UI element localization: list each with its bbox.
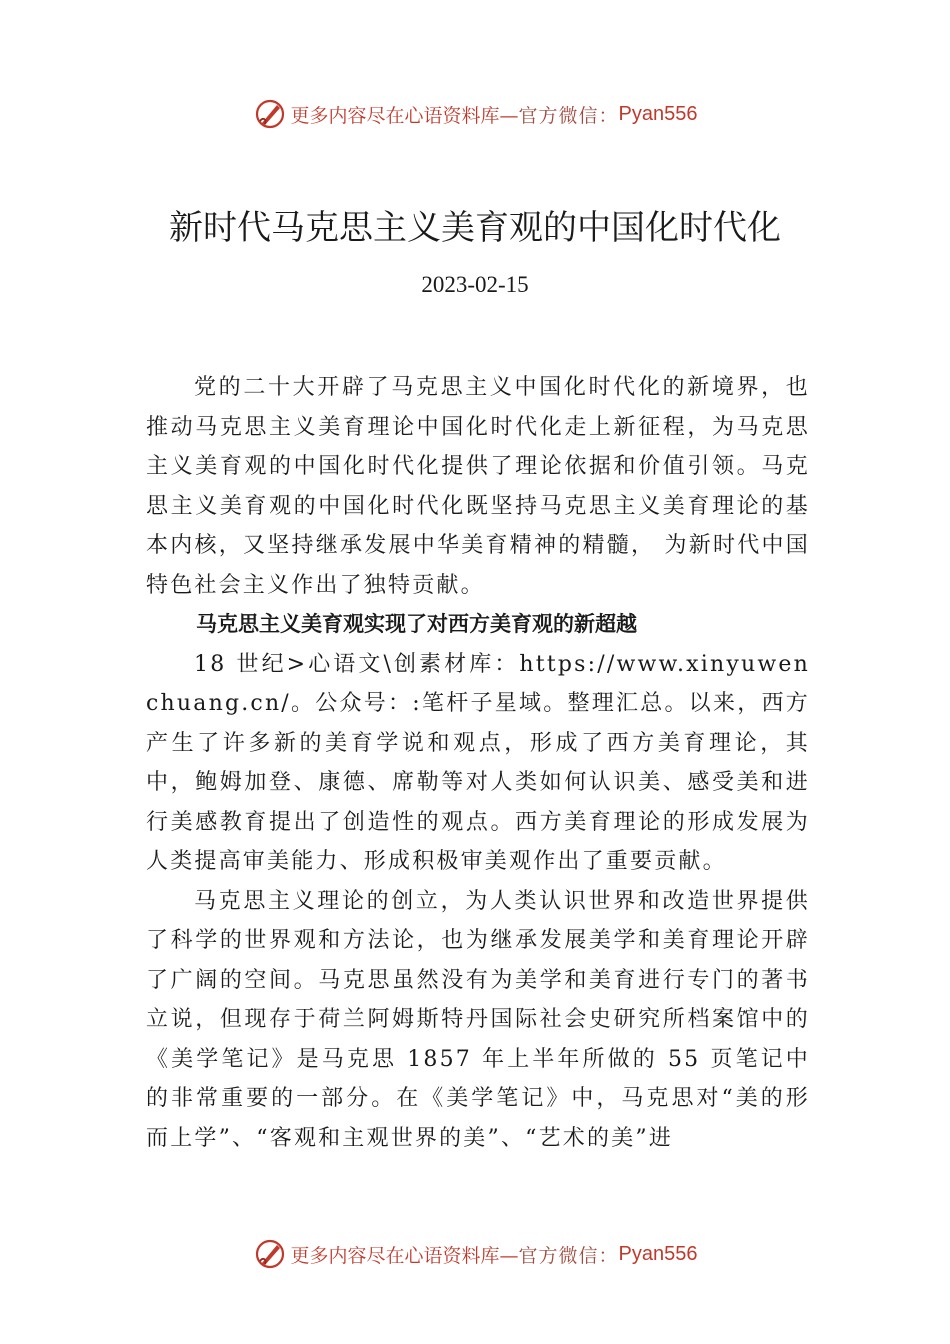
banner-wechat-label: 官方微信： [518,104,619,127]
pen-logo-icon [253,97,287,131]
header-watermark-banner [0,94,950,134]
banner-wechat-label: 官方微信： [518,1244,619,1267]
banner-wechat-id: Pyan556 [618,102,698,125]
footer-watermark-banner [0,1234,950,1274]
article-body [146,368,810,1158]
paragraph-intro: 党的二十大开辟了马克思主义中国化时代化的新境界，也推动马克思主义美育理论中国化时代化走上新征程，为马克思主义美育观的中国化时代化提供了理论依据和价值引领。马克思主义美育观的中国化时代化既坚持马克思主义美育理论的基本内核，又坚持继承发展中华美育精神的精髓， 为新时代中国特色社会主义作出了独特贡献。 [146,375,810,598]
article-date: 2023-02-15 [421,272,529,297]
banner-text: 更多内容尽在心语资料库— [290,104,519,127]
pen-logo-icon [253,1237,287,1271]
section-heading: 马克思主义美育观实现了对西方美育观的新超越 [196,612,637,636]
banner-wechat-id: Pyan556 [618,1242,698,1265]
banner-text: 更多内容尽在心语资料库— [290,1244,519,1267]
paragraph-marxist-theory: 马克思主义理论的创立，为人类认识世界和改造世界提供了科学的世界观和方法论，也为继承发展美学和美育理论开辟了广阔的空间。马克思虽然没有为美学和美育进行专门的著书立说，但现存于荷兰阿姆斯特丹国际社会史研究所档案馆中的《美学笔记》是马克思 1857 年上半年所做的 55 页笔记中的非常重要的一部分。在《美学笔记》中，马克思对“美的形而上学”、“客观和主观世界的美”、“艺术的美”进 [146,888,810,1151]
article-title: 新时代马克思主义美育观的中国化时代化 [169,208,781,248]
paragraph-western-aesthetics: 18 世纪>心语文\创素材库：https://www.xinyuwenchuang.cn/。公众号：:笔杆子星域。整理汇总。以来，西方产生了许多新的美育学说和观点，形成了西方美育理论，其中，鲍姆加登、康德、席勒等对人类如何认识美、感受美和进行美感教育提出了创造性的观点。西方美育理论的形成发展为人类提高审美能力、形成积极审美观作出了重要贡献。 [146,651,810,874]
